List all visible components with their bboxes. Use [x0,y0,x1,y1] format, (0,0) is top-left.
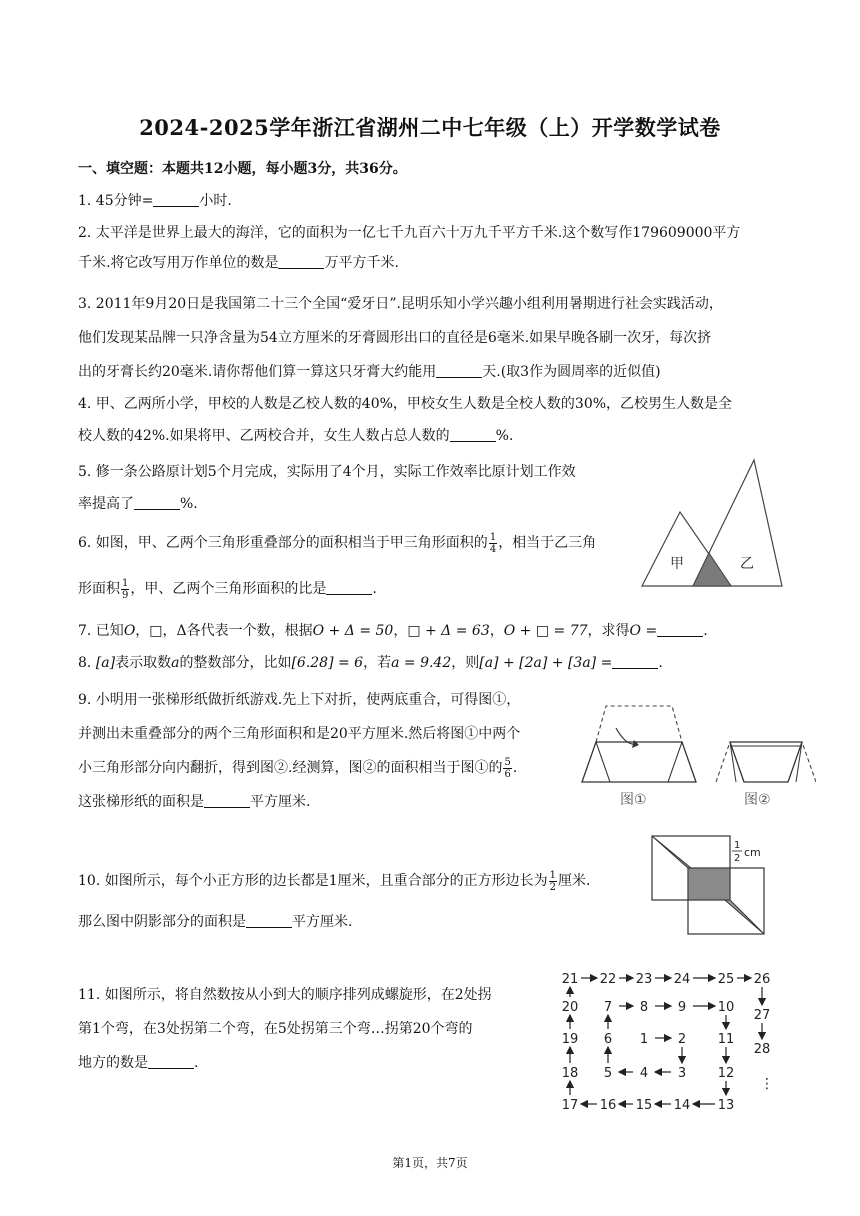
spiral-number: 17 [561,1098,579,1112]
label-yi: 乙 [740,556,754,572]
question-4: 4. 甲、乙两所小学，甲校的人数是乙校人数的40%，甲校女生人数是全校人数的30%，乙校男生人数是全 校人数的42%.如果将甲、乙两校合并，女生人数占总人数的 %. [78,396,733,444]
cm-numerator: 1 [734,840,741,851]
fraction: $\frac{1}{4}$ [489,531,497,555]
spiral-number: 6 [603,1032,613,1047]
page-title: 2024-2025学年浙江省湖州二中七年级（上）开学数学试卷 [139,115,721,140]
answer-blank [612,652,658,669]
fig2-label: 图② [744,792,771,808]
fraction: $\frac{1}{9}$ [122,577,129,601]
spiral-number: 3 [677,1066,687,1081]
question-5: 5. 修一条公路原计划5个月完成，实际用了4个月，实际工作效率比原计划工作效 率提高了 %. [78,464,576,512]
spiral-number: 24 [673,972,691,987]
spiral-number: 7 [603,1000,613,1015]
spiral-number: 21 [561,972,579,987]
spiral-number: 22 [599,972,617,987]
spiral-number: 9 [677,1000,687,1015]
question-10-line2: 那么图中阴影部分的面积是 平方厘米. [78,907,352,937]
spiral-number: 20 [561,1000,579,1015]
overlapping-squares-figure [648,832,778,938]
label-jia: 甲 [670,556,684,572]
fraction: $\frac{1}{2}$ [549,869,556,893]
question-11: 11. 如图所示，将自然数按从小到大的顺序排列成螺旋形，在2处拐 第1个弯，在3处拐第二个弯，在5处拐第三个弯…拐第20个弯的 地方的数是 . [78,987,492,1071]
spiral-number: 11 [717,1032,735,1047]
question-1: 1. 45分钟= 小时. [78,186,232,216]
answer-blank [134,493,180,510]
fig1-trapezoid [582,742,696,782]
question-8: 8. [𝑎]表示取数𝑎的整数部分，比如[6.28] = 6，若𝑎 = 9.42，则[𝑎] + [2𝑎] + [3𝑎] = . [78,648,663,678]
section-heading: 一、填空题：本题共12小题，每小题3分，共36分。 [78,161,407,177]
spiral-number: 1 [639,1032,649,1047]
spiral-number: 2 [677,1032,687,1047]
spiral-number: 26 [753,972,771,987]
spiral-number: 23 [635,972,653,987]
fig1-label: 图① [620,792,647,808]
spiral-number: 19 [561,1032,579,1047]
page-footer: 第1页，共7页 [392,1156,468,1170]
spiral-number: 14 [673,1098,691,1112]
spiral-number: 10 [717,1000,735,1015]
cm-unit: cm [744,846,761,859]
question-3: 3. 2011年9月20日是我国第二十三个全国“爱牙日”.昆明乐知小学兴趣小组利用暑期进行社会实践活动， 他们发现某品牌一只净含量为54立方厘米的牙膏圆形出口的直径是6毫米.如果早晚各刷一次牙，每次挤 出的牙膏长约20毫米.请你帮他们算一算这只牙膏大约能用 天.(取3作为圆周率的近似值) [78,296,723,380]
spiral-number: 15 [635,1098,653,1112]
spiral-number: 13 [717,1098,735,1112]
answer-blank [246,911,292,928]
fraction: $\frac{5}{6}$ [504,756,511,780]
cm-denominator: 2 [734,853,741,864]
question-6: 6. 如图，甲、乙两个三角形重叠部分的面积相当于甲三角形面积的 $\frac{1}{4}$ ，相当于乙三角 [78,531,597,555]
number-spiral-figure [552,964,780,1112]
spiral-number: 4 [639,1066,649,1081]
answer-blank [436,361,482,378]
answer-blank [326,578,372,595]
spiral-number: 18 [561,1066,579,1081]
question-7: 7. 已知𝑂，□，Δ各代表一个数，根据𝑂 + Δ = 50，□ + Δ = 63，𝑂 + □ = 77，求得𝑂 = . [78,616,708,646]
answer-blank [657,620,703,637]
question-10: 10. 如图所示，每个小正方形的边长都是1厘米，且重合部分的正方形边长为 $\frac{1}{2}$ 厘米. [78,869,591,893]
answer-blank [278,252,324,269]
answer-blank [148,1052,194,1069]
answer-blank [450,425,496,442]
spiral-number: 8 [639,1000,649,1015]
answer-blank [153,190,199,207]
spiral-number: 12 [717,1066,735,1081]
spiral-number: 28 [753,1042,771,1057]
triangles-figure [636,456,786,592]
spiral-number: 27 [753,1008,771,1023]
fig2-trapezoid [730,742,802,782]
question-9: 9. 小明用一张梯形纸做折纸游戏.先上下对折，使两底重合，可得图①， 并测出未重叠部分的两个三角形面积和是20平方厘米.然后将图①中两个 小三角形部分向内翻折，得到图②.经测算，图②的面积相当于图①的 $\frac{5}{6}$ . 这张梯形纸的面积是 平方厘米. [78,692,521,810]
overlap-shaded [693,553,731,586]
answer-blank [204,791,250,808]
spiral-number: 25 [717,972,735,987]
continuation-dots: ⋮ [760,1076,774,1092]
question-2: 2. 太平洋是世界上最大的海洋，它的面积为一亿七千九百六十万九千平方千米.这个数写作179609000平方 千米.将它改写用万作单位的数是 万平方千米. [78,225,741,271]
spiral-number: 16 [599,1098,617,1112]
trapezoid-fold-figure [576,698,816,810]
spiral-number: 5 [603,1066,613,1081]
question-6-line2: 形面积 $\frac{1}{9}$ ，甲、乙两个三角形面积的比是 . [78,577,377,601]
